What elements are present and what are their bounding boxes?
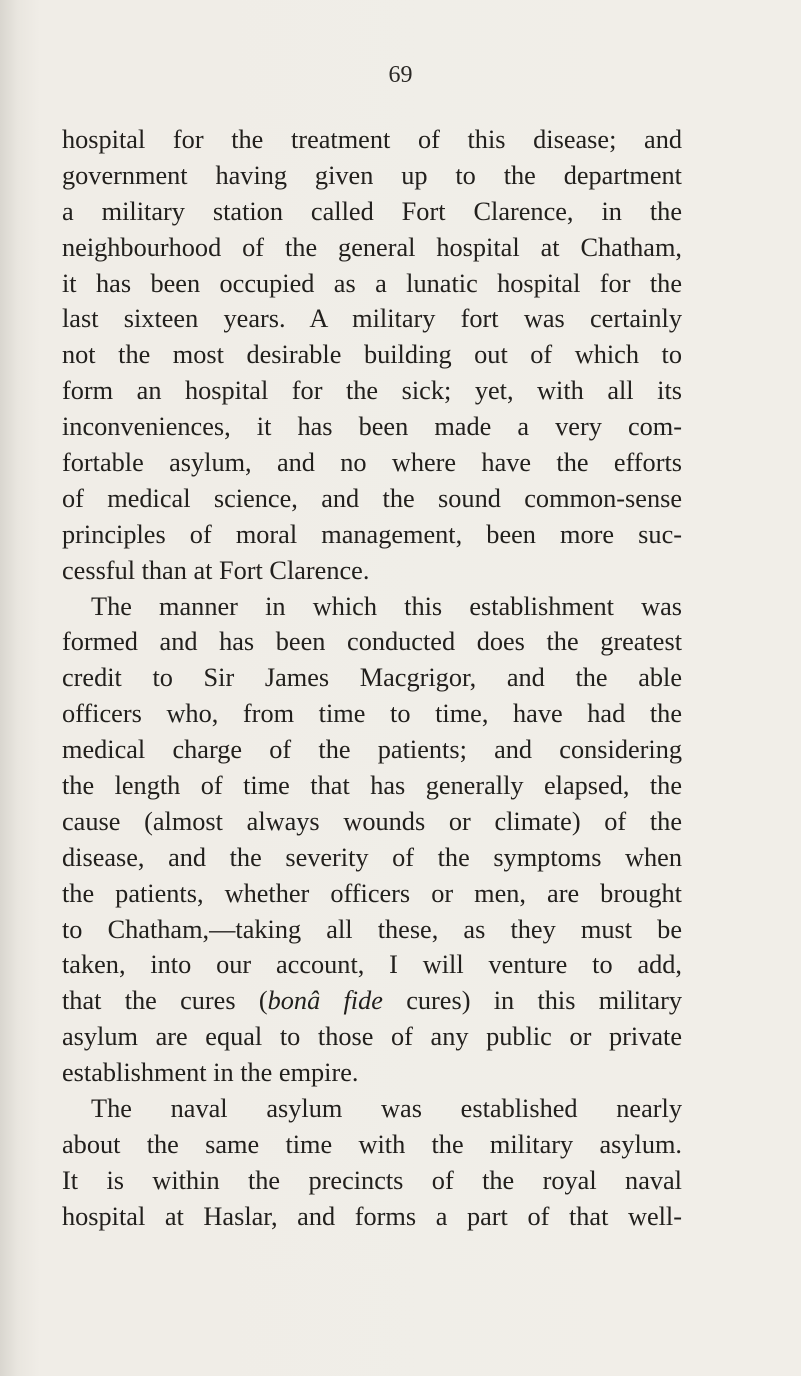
text-line: cause (almost always wounds or climate) of the — [62, 806, 682, 836]
page-number: 69 — [388, 62, 413, 88]
text-line: officers who, from time to time, have had the — [62, 699, 682, 729]
text-line: hospital at Haslar, and forms a part of that well- — [62, 1201, 682, 1231]
text-line: cessful than at Fort Clarence. — [62, 555, 370, 585]
text-line: principles of moral management, been more suc- — [62, 519, 682, 549]
text-line: to Chatham,—taking all these, as they must be — [62, 914, 682, 944]
text-fragment: that the cures ( — [62, 986, 268, 1016]
text-line: form an hospital for the sick; yet, with all its — [62, 376, 682, 406]
text-line: medical charge of the patients; and considering — [62, 735, 682, 765]
text-line: The manner in which this establishment was — [91, 591, 682, 621]
text-line: not the most desirable building out of which to — [62, 340, 682, 370]
text-line — [62, 983, 682, 1019]
text-line: government having given up to the department — [62, 160, 682, 190]
text-line: formed and has been conducted does the greatest — [62, 627, 682, 657]
text-line: credit to Sir James Macgrigor, and the able — [62, 663, 682, 693]
text-line: establishment in the empire. — [62, 1058, 359, 1088]
text-line: about the same time with the military asylum. — [62, 1129, 682, 1159]
text-line: The naval asylum was established nearly — [91, 1094, 682, 1124]
body-text — [62, 122, 682, 1235]
text-line: inconveniences, it has been made a very com- — [62, 412, 682, 442]
italic-phrase: bonâ fide — [267, 986, 383, 1016]
text-line: of medical science, and the sound common-sense — [62, 483, 682, 513]
text-line: the patients, whether officers or men, are brought — [62, 878, 682, 908]
text-line: asylum are equal to those of any public or private — [62, 1022, 682, 1052]
text-line: neighbourhood of the general hospital at Chatham, — [62, 232, 682, 262]
text-line: disease, and the severity of the symptoms when — [62, 842, 682, 872]
text-line: taken, into our account, I will venture to add, — [62, 950, 682, 980]
text-line: hospital for the treatment of this disease; and — [62, 125, 682, 154]
text-line: last sixteen years. A military fort was certainly — [62, 304, 682, 334]
text-line: a military station called Fort Clarence, in the — [62, 196, 682, 226]
text-line: It is within the precincts of the royal naval — [62, 1165, 682, 1195]
text-line: fortable asylum, and no where have the efforts — [62, 448, 682, 478]
text-line: the length of time that has generally elapsed, the — [62, 771, 682, 801]
text-line: it has been occupied as a lunatic hospital for the — [62, 268, 682, 298]
text-fragment: cures) in this military — [382, 986, 682, 1016]
